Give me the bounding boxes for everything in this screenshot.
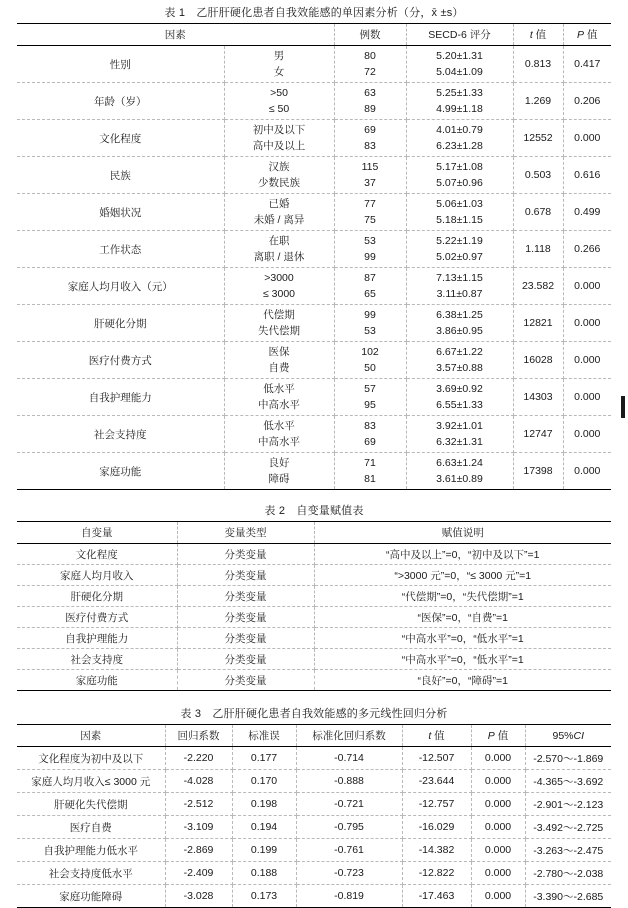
table-row	[17, 379, 611, 416]
table1-cell-p: 0.000	[563, 416, 611, 453]
table2-cell-variable: 家庭功能	[17, 670, 177, 691]
table1-cell-level-line: 少数民族	[258, 177, 300, 189]
table-row	[17, 770, 611, 793]
table3-col-t: t 值	[402, 725, 471, 747]
table1-cell-factor: 婚姻状况	[17, 194, 224, 231]
table1-cell-n	[334, 305, 406, 342]
table1-cell-factor: 家庭功能	[17, 453, 224, 490]
table3-cell-factor: 自我护理能力低水平	[17, 839, 165, 862]
table3-body	[17, 747, 611, 908]
table2-cell-assignment: “>3000 元”=0，“≤ 3000 元”=1	[314, 565, 611, 586]
table3-cell-se: 0.194	[232, 816, 296, 839]
table-row	[17, 120, 611, 157]
table1-cell-level-line: ≤ 3000	[262, 288, 296, 300]
table2-col-assignment: 赋值说明	[314, 522, 611, 544]
table1-cell-t: 17398	[513, 453, 563, 490]
table1-cell-p: 0.266	[563, 231, 611, 268]
table1-cell-p: 0.206	[563, 83, 611, 120]
table1-cell-level-line: 在职	[268, 235, 290, 247]
table1-cell-n-line: 99	[364, 309, 376, 321]
table1-cell-score	[406, 83, 513, 120]
table1-cell-t: 0.813	[513, 46, 563, 83]
table1-cell-n	[334, 379, 406, 416]
table3-cell-std-coef: -0.795	[296, 816, 402, 839]
table1-cell-score-line: 3.61±0.89	[436, 473, 483, 485]
table-row	[17, 268, 611, 305]
table3-cell-std-coef: -0.721	[296, 793, 402, 816]
table1-cell-level-line: 高中及以上	[252, 140, 306, 152]
table2-cell-assignment: “高中及以上”=0，“初中及以下”=1	[314, 544, 611, 565]
table1-cell-score	[406, 342, 513, 379]
table1-cell-factor: 家庭人均月收入（元）	[17, 268, 224, 305]
table3-cell-ci: -3.492～-2.725	[525, 816, 611, 839]
table1-cell-t: 1.269	[513, 83, 563, 120]
table1-cell-score-line: 5.22±1.19	[436, 235, 483, 247]
table-row	[17, 816, 611, 839]
table3-cell-factor: 家庭功能障碍	[17, 885, 165, 908]
table3-cell-coef: -2.220	[165, 747, 232, 770]
table1-cell-level-line: 低水平	[263, 383, 295, 395]
table3-title: 表 3 乙肝肝硬化患者自我效能感的多元线性回归分析	[180, 708, 448, 720]
table1-cell-n-line: 63	[364, 87, 376, 99]
table1-cell-factor: 自我护理能力	[17, 379, 224, 416]
table3-block	[0, 701, 628, 908]
table3-cell-p: 0.000	[471, 816, 525, 839]
table1-cell-level-line: >3000	[264, 272, 294, 284]
table1-cell-level-line: 障碍	[268, 473, 290, 485]
table3-cell-std-coef: -0.819	[296, 885, 402, 908]
table1-cell-n	[334, 157, 406, 194]
table1-cell-n-line: 87	[364, 272, 376, 284]
table1-cell-n	[334, 120, 406, 157]
table1-cell-n-line: 69	[364, 436, 376, 448]
table3	[17, 724, 611, 908]
table1-cell-n-line: 37	[364, 177, 376, 189]
table3-cell-coef: -4.028	[165, 770, 232, 793]
table1-cell-n-line: 102	[361, 346, 379, 358]
table1-cell-score-line: 6.23±1.28	[436, 140, 483, 152]
table2-cell-type: 分类变量	[177, 628, 314, 649]
table1-cell-p: 0.000	[563, 268, 611, 305]
table2-cell-variable: 医疗付费方式	[17, 607, 177, 628]
table1-cell-factor: 工作状态	[17, 231, 224, 268]
table2-cell-variable: 自我护理能力	[17, 628, 177, 649]
table1-cell-level	[224, 416, 334, 453]
table1-cell-score-line: 4.99±1.18	[436, 103, 483, 115]
table1-cell-score-line: 5.04±1.09	[436, 66, 483, 78]
table1-cell-score	[406, 416, 513, 453]
table1-cell-t: 0.678	[513, 194, 563, 231]
table1-cell-score-line: 3.11±0.87	[436, 288, 483, 300]
table1-cell-level	[224, 194, 334, 231]
table1-cell-level-line: >50	[270, 87, 288, 99]
table2-cell-type: 分类变量	[177, 607, 314, 628]
table1-cell-level-line: 男	[273, 50, 285, 62]
table-row	[17, 747, 611, 770]
table1-cell-p: 0.616	[563, 157, 611, 194]
table3-cell-se: 0.173	[232, 885, 296, 908]
table-row	[17, 305, 611, 342]
table1-cell-p: 0.000	[563, 379, 611, 416]
table2-cell-variable: 家庭人均月收入	[17, 565, 177, 586]
table-row	[17, 839, 611, 862]
table1-cell-level	[224, 305, 334, 342]
table1	[17, 23, 611, 490]
table2-cell-type: 分类变量	[177, 565, 314, 586]
table3-col-se: 标准误	[232, 725, 296, 747]
table-row	[17, 342, 611, 379]
table1-cell-level-line: ≤ 50	[268, 103, 290, 115]
table1-cell-level	[224, 46, 334, 83]
table2-body	[17, 544, 611, 691]
table2-col-variable: 自变量	[17, 522, 177, 544]
table-row	[17, 607, 611, 628]
table3-cell-coef: -2.512	[165, 793, 232, 816]
table1-cell-t: 12821	[513, 305, 563, 342]
table1-cell-score-line: 5.02±0.97	[436, 251, 483, 263]
table1-cell-level-line: 中高水平	[258, 399, 300, 411]
table1-cell-p: 0.000	[563, 305, 611, 342]
table1-cell-score-line: 6.55±1.33	[436, 399, 483, 411]
table1-cell-level	[224, 453, 334, 490]
table1-cell-n-line: 83	[364, 420, 376, 432]
table1-cell-level-line: 汉族	[268, 161, 290, 173]
table1-cell-score	[406, 453, 513, 490]
table1-cell-n	[334, 453, 406, 490]
table2-cell-type: 分类变量	[177, 544, 314, 565]
table2-cell-assignment: “中高水平”=0，“低水平”=1	[314, 649, 611, 670]
table1-cell-score-line: 5.06±1.03	[436, 198, 483, 210]
table1-cell-t: 12747	[513, 416, 563, 453]
table3-col-std-coef: 标准化回归系数	[296, 725, 402, 747]
table1-cell-factor: 社会支持度	[17, 416, 224, 453]
table3-head	[17, 725, 611, 747]
table1-title: 表 1 乙肝肝硬化患者自我效能感的单因素分析（分，x̄ ±s）	[164, 7, 464, 19]
table1-cell-p: 0.499	[563, 194, 611, 231]
table2-title: 表 2 自变量赋值表	[264, 505, 364, 517]
table-row	[17, 885, 611, 908]
table3-col-factor: 因素	[17, 725, 165, 747]
table2-header-row	[17, 522, 611, 544]
table1-cell-n-line: 95	[364, 399, 376, 411]
table1-cell-n-line: 75	[364, 214, 376, 226]
table1-cell-n-line: 99	[364, 251, 376, 263]
table1-header-row	[17, 24, 611, 46]
table1-cell-score-line: 6.32±1.31	[436, 436, 483, 448]
table1-cell-score-line: 3.86±0.95	[436, 325, 483, 337]
table1-cell-p: 0.000	[563, 453, 611, 490]
table1-cell-score-line: 6.67±1.22	[436, 346, 483, 358]
table1-cell-level	[224, 120, 334, 157]
table1-col-factor: 因素	[17, 24, 334, 46]
table3-cell-t: -17.463	[402, 885, 471, 908]
table1-cell-n-line: 77	[364, 198, 376, 210]
table3-cell-factor: 肝硬化失代偿期	[17, 793, 165, 816]
table1-cell-level	[224, 379, 334, 416]
table1-cell-t: 14303	[513, 379, 563, 416]
table1-cell-level-line: 离职 / 退休	[253, 251, 305, 263]
table2-cell-assignment: “中高水平”=0，“低水平”=1	[314, 628, 611, 649]
table1-cell-t: 1.118	[513, 231, 563, 268]
table3-cell-coef: -2.409	[165, 862, 232, 885]
table1-cell-level-line: 自费	[268, 362, 290, 374]
table1-cell-t: 16028	[513, 342, 563, 379]
table1-cell-level	[224, 342, 334, 379]
table1-cell-factor: 肝硬化分期	[17, 305, 224, 342]
table1-cell-p: 0.000	[563, 120, 611, 157]
table2-cell-assignment: “医保”=0，“自费”=1	[314, 607, 611, 628]
table3-cell-t: -14.382	[402, 839, 471, 862]
table-row	[17, 453, 611, 490]
table3-col-ci: 95%CI	[525, 725, 611, 747]
table1-cell-factor: 文化程度	[17, 120, 224, 157]
table1-cell-score-line: 5.25±1.33	[436, 87, 483, 99]
table-row	[17, 565, 611, 586]
table2-cell-type: 分类变量	[177, 649, 314, 670]
table3-cell-ci: -4.365～-3.692	[525, 770, 611, 793]
table1-cell-n-line: 81	[364, 473, 376, 485]
table1-cell-n	[334, 46, 406, 83]
table1-cell-level-line: 良好	[268, 457, 290, 469]
table-row	[17, 862, 611, 885]
table1-cell-n-line: 65	[364, 288, 376, 300]
table3-cell-p: 0.000	[471, 770, 525, 793]
table1-cell-n	[334, 231, 406, 268]
table1-cell-score-line: 7.13±1.15	[436, 272, 483, 284]
table2-cell-assignment: “代偿期”=0，“失代偿期”=1	[314, 586, 611, 607]
table-row	[17, 231, 611, 268]
table3-cell-ci: -3.263～-2.475	[525, 839, 611, 862]
table-row	[17, 670, 611, 691]
table1-cell-score-line: 3.92±1.01	[436, 420, 483, 432]
table3-cell-p: 0.000	[471, 793, 525, 816]
table3-cell-std-coef: -0.888	[296, 770, 402, 793]
table1-cell-p: 0.000	[563, 342, 611, 379]
table1-cell-score	[406, 157, 513, 194]
table3-cell-p: 0.000	[471, 839, 525, 862]
table1-cell-n-line: 83	[364, 140, 376, 152]
table1-cell-n	[334, 342, 406, 379]
table1-cell-t: 23.582	[513, 268, 563, 305]
table2-cell-variable: 社会支持度	[17, 649, 177, 670]
table1-cell-n	[334, 194, 406, 231]
table1-cell-score-line: 5.20±1.31	[436, 50, 483, 62]
table1-cell-score-line: 3.57±0.88	[436, 362, 483, 374]
table1-cell-score-line: 4.01±0.79	[436, 124, 483, 136]
table3-cell-se: 0.199	[232, 839, 296, 862]
table1-cell-score	[406, 231, 513, 268]
table1-cell-n-line: 71	[364, 457, 376, 469]
table1-cell-level-line: 失代偿期	[258, 325, 300, 337]
table3-header-row	[17, 725, 611, 747]
table-row	[17, 544, 611, 565]
table2	[17, 521, 611, 691]
table3-cell-factor: 文化程度为初中及以下	[17, 747, 165, 770]
table1-cell-n-line: 57	[364, 383, 376, 395]
table3-cell-std-coef: -0.723	[296, 862, 402, 885]
table1-cell-level-line: 初中及以下	[252, 124, 306, 136]
table2-cell-assignment: “良好”=0，“障碍”=1	[314, 670, 611, 691]
table1-cell-n	[334, 416, 406, 453]
table1-cell-n-line: 89	[364, 103, 376, 115]
table3-cell-se: 0.188	[232, 862, 296, 885]
table1-col-t: t 值	[513, 24, 563, 46]
table1-cell-score	[406, 305, 513, 342]
table1-cell-n-line: 50	[364, 362, 376, 374]
table1-cell-level-line: 中高水平	[258, 436, 300, 448]
table-row	[17, 194, 611, 231]
table3-cell-ci: -2.570～-1.869	[525, 747, 611, 770]
table1-cell-score-line: 5.07±0.96	[436, 177, 483, 189]
table1-cell-n	[334, 83, 406, 120]
table3-cell-std-coef: -0.714	[296, 747, 402, 770]
table1-cell-score	[406, 268, 513, 305]
table1-col-n: 例数	[334, 24, 406, 46]
table-row	[17, 586, 611, 607]
table3-cell-factor: 医疗自费	[17, 816, 165, 839]
table2-cell-type: 分类变量	[177, 586, 314, 607]
table-row	[17, 46, 611, 83]
table2-head	[17, 522, 611, 544]
table1-col-score: SECD-6 评分	[406, 24, 513, 46]
table1-cell-factor: 性别	[17, 46, 224, 83]
table1-cell-level-line: 医保	[268, 346, 290, 358]
table1-cell-p: 0.417	[563, 46, 611, 83]
table3-cell-t: -23.644	[402, 770, 471, 793]
table1-cell-n-line: 115	[361, 161, 379, 173]
table1-cell-level-line: 未婚 / 离异	[253, 214, 305, 226]
table2-cell-variable: 肝硬化分期	[17, 586, 177, 607]
scan-artifact-mark	[621, 396, 625, 418]
table3-cell-ci: -3.390～-2.685	[525, 885, 611, 908]
table-row	[17, 83, 611, 120]
table3-cell-t: -12.507	[402, 747, 471, 770]
table1-cell-level	[224, 268, 334, 305]
table1-cell-score-line: 5.17±1.08	[436, 161, 483, 173]
table1-cell-t: 0.503	[513, 157, 563, 194]
table1-cell-n	[334, 268, 406, 305]
table3-cell-se: 0.198	[232, 793, 296, 816]
table1-cell-score	[406, 194, 513, 231]
table1-cell-t: 12552	[513, 120, 563, 157]
table1-cell-score-line: 5.18±1.15	[436, 214, 483, 226]
table3-cell-ci: -2.901～-2.123	[525, 793, 611, 816]
table3-cell-p: 0.000	[471, 862, 525, 885]
table-row	[17, 793, 611, 816]
table1-cell-score	[406, 120, 513, 157]
table1-cell-level	[224, 83, 334, 120]
table1-cell-factor: 民族	[17, 157, 224, 194]
table2-block	[0, 498, 628, 691]
table3-cell-factor: 家庭人均月收入≤ 3000 元	[17, 770, 165, 793]
table1-cell-factor: 年龄（岁）	[17, 83, 224, 120]
table3-cell-coef: -3.109	[165, 816, 232, 839]
table-row	[17, 628, 611, 649]
table1-col-p: P 值	[563, 24, 611, 46]
table1-cell-level-line: 低水平	[263, 420, 295, 432]
table3-cell-se: 0.177	[232, 747, 296, 770]
table-row	[17, 649, 611, 670]
table1-head	[17, 24, 611, 46]
table1-cell-level-line: 代偿期	[263, 309, 295, 321]
table2-col-type: 变量类型	[177, 522, 314, 544]
table3-cell-coef: -3.028	[165, 885, 232, 908]
table3-cell-se: 0.170	[232, 770, 296, 793]
table1-cell-level-line: 已婚	[268, 198, 290, 210]
table3-cell-t: -16.029	[402, 816, 471, 839]
table1-cell-score-line: 6.63±1.24	[436, 457, 483, 469]
table3-cell-factor: 社会支持度低水平	[17, 862, 165, 885]
table1-body	[17, 46, 611, 490]
table1-cell-level-line: 女	[273, 66, 285, 78]
table1-cell-n-line: 53	[364, 325, 376, 337]
table3-col-p: P 值	[471, 725, 525, 747]
table1-cell-n-line: 80	[364, 50, 376, 62]
table1-cell-score	[406, 46, 513, 83]
table3-cell-ci: -2.780～-2.038	[525, 862, 611, 885]
table1-cell-score-line: 6.38±1.25	[436, 309, 483, 321]
table1-cell-score	[406, 379, 513, 416]
table1-cell-factor: 医疗付费方式	[17, 342, 224, 379]
table3-cell-t: -12.757	[402, 793, 471, 816]
table1-cell-level	[224, 231, 334, 268]
table3-cell-p: 0.000	[471, 747, 525, 770]
table-row	[17, 157, 611, 194]
table2-cell-type: 分类变量	[177, 670, 314, 691]
table2-cell-variable: 文化程度	[17, 544, 177, 565]
table3-cell-std-coef: -0.761	[296, 839, 402, 862]
table3-cell-p: 0.000	[471, 885, 525, 908]
table1-cell-score-line: 3.69±0.92	[436, 383, 483, 395]
table1-cell-n-line: 69	[364, 124, 376, 136]
table3-cell-coef: -2.869	[165, 839, 232, 862]
table1-cell-level	[224, 157, 334, 194]
table3-col-coef: 回归系数	[165, 725, 232, 747]
table3-cell-t: -12.822	[402, 862, 471, 885]
table1-cell-n-line: 72	[364, 66, 376, 78]
table-row	[17, 416, 611, 453]
table1-cell-n-line: 53	[364, 235, 376, 247]
